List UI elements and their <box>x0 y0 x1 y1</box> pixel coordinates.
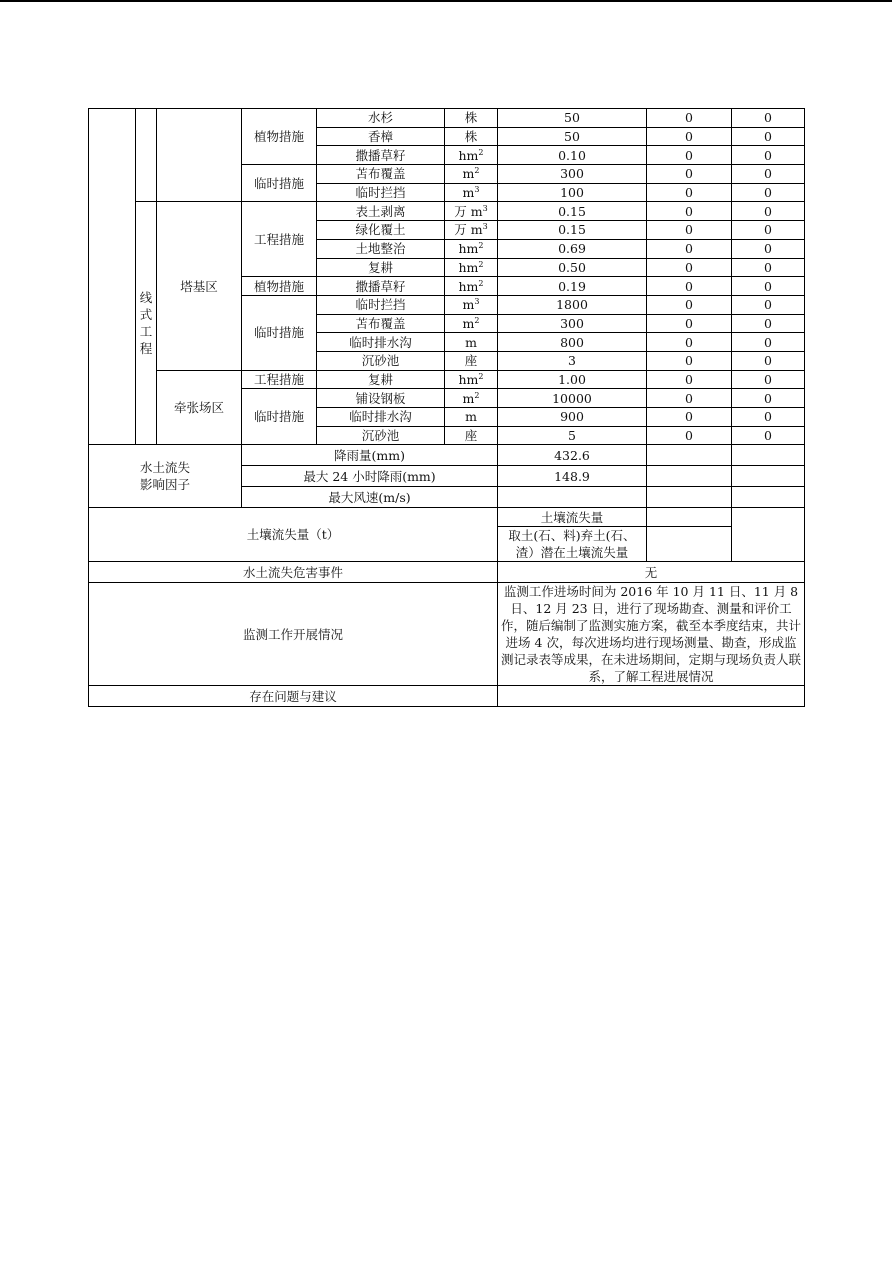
measure-name: 表土剥离 <box>317 202 445 221</box>
soil-loss-row <box>89 508 805 527</box>
measure-type-cell: 植物措施 <box>242 109 317 165</box>
measure-name: 撒播草籽 <box>317 146 445 165</box>
measure-planned: 0.15 <box>498 221 647 240</box>
measure-value-2: 0 <box>732 165 805 184</box>
measure-value-1: 0 <box>647 389 732 408</box>
max24-extra-1 <box>647 466 732 487</box>
measure-unit: 万 $m^3$ <box>445 202 498 221</box>
measure-value-1: 0 <box>647 351 732 370</box>
measure-value-2: 0 <box>732 295 805 314</box>
measure-value-1: 0 <box>647 146 732 165</box>
measure-value-2: 0 <box>732 333 805 352</box>
table-row <box>89 370 805 389</box>
soil-loss-sub1-value <box>647 508 732 527</box>
measure-planned: 300 <box>498 165 647 184</box>
measure-unit: 万 $m^3$ <box>445 221 498 240</box>
measure-unit: m <box>445 333 498 352</box>
wind-label: 最大风速(m/s) <box>242 487 498 508</box>
soil-loss-extra <box>732 508 805 562</box>
measure-unit: 座 <box>445 426 498 445</box>
measure-name: 临时排水沟 <box>317 333 445 352</box>
measure-name: 撒播草籽 <box>317 277 445 296</box>
measure-value-1: 0 <box>647 408 732 427</box>
measure-unit: $m^3$ <box>445 295 498 314</box>
measure-name: 香樟 <box>317 127 445 146</box>
measure-planned: 300 <box>498 314 647 333</box>
measure-planned: 10000 <box>498 389 647 408</box>
measure-value-1: 0 <box>647 165 732 184</box>
measure-planned: 0.69 <box>498 239 647 258</box>
measure-value-1: 0 <box>647 239 732 258</box>
measure-value-2: 0 <box>732 127 805 146</box>
issues-value <box>498 686 805 707</box>
stringing-area-label: 牵张场区 <box>157 370 242 445</box>
measure-type-cell: 植物措施 <box>242 277 317 296</box>
measure-planned: 50 <box>498 109 647 128</box>
measure-value-2: 0 <box>732 277 805 296</box>
max24-extra-2 <box>732 466 805 487</box>
measure-value-2: 0 <box>732 239 805 258</box>
page-top-rule <box>0 0 892 2</box>
measure-type-cell: 临时措施 <box>242 295 317 370</box>
rainfall-extra-1 <box>647 445 732 466</box>
issues-label: 存在问题与建议 <box>89 686 498 707</box>
measure-name: 水杉 <box>317 109 445 128</box>
measure-planned: 900 <box>498 408 647 427</box>
measure-unit: $m^2$ <box>445 165 498 184</box>
measure-value-1: 0 <box>647 370 732 389</box>
soil-loss-label: 土壤流失量（t） <box>89 508 498 562</box>
measure-planned: 800 <box>498 333 647 352</box>
measure-unit: $hm^2$ <box>445 146 498 165</box>
measure-value-1: 0 <box>647 277 732 296</box>
tower-area-label: 塔基区 <box>157 202 242 370</box>
outer-blank-cell <box>89 109 136 445</box>
measure-value-1: 0 <box>647 295 732 314</box>
measure-value-2: 0 <box>732 109 805 128</box>
factor-label: 水土流失 影响因子 <box>89 445 242 508</box>
measure-value-2: 0 <box>732 183 805 202</box>
wind-extra-1 <box>647 487 732 508</box>
rainfall-label: 降雨量(mm) <box>242 445 498 466</box>
measure-value-1: 0 <box>647 258 732 277</box>
measure-value-1: 0 <box>647 127 732 146</box>
measure-unit: $m^2$ <box>445 314 498 333</box>
measure-planned: 0.15 <box>498 202 647 221</box>
measure-name: 苫布覆盖 <box>317 165 445 184</box>
monitoring-label: 监测工作开展情况 <box>89 583 498 686</box>
rainfall-extra-2 <box>732 445 805 466</box>
measure-unit: 株 <box>445 109 498 128</box>
area-blank-cell <box>157 109 242 202</box>
measure-unit: 株 <box>445 127 498 146</box>
monitoring-text: 监测工作进场时间为 2016 年 10 月 11 日、11 月 8 日、12 月 23 日，进行了现场勘查、测量和评价工作，随后编制了监测实施方案，截至本季度结束，共计进场 4 次，每次进场均进行现场测量、勘查，形成监测记录表等成果，在未进场期间，定期与现场负责人联系，了解工程进展情况 <box>498 583 805 686</box>
wind-value <box>498 487 647 508</box>
measure-value-2: 0 <box>732 202 805 221</box>
measure-value-2: 0 <box>732 351 805 370</box>
measure-value-2: 0 <box>732 146 805 165</box>
measure-value-1: 0 <box>647 221 732 240</box>
measure-name: 沉砂池 <box>317 426 445 445</box>
measure-planned: 50 <box>498 127 647 146</box>
table-row <box>89 202 805 221</box>
measure-value-2: 0 <box>732 370 805 389</box>
measure-unit: $m^3$ <box>445 183 498 202</box>
measure-unit: $hm^2$ <box>445 277 498 296</box>
measure-planned: 0.50 <box>498 258 647 277</box>
wind-extra-2 <box>732 487 805 508</box>
measure-name: 临时拦挡 <box>317 295 445 314</box>
measure-value-2: 0 <box>732 221 805 240</box>
measure-value-2: 0 <box>732 426 805 445</box>
measure-planned: 0.19 <box>498 277 647 296</box>
measure-planned: 3 <box>498 351 647 370</box>
measure-name: 复耕 <box>317 258 445 277</box>
measure-type-cell: 工程措施 <box>242 370 317 389</box>
measure-value-2: 0 <box>732 258 805 277</box>
measure-value-2: 0 <box>732 314 805 333</box>
line-project-label: 线式工程 <box>136 202 157 445</box>
max24-value: 148.9 <box>498 466 647 487</box>
measure-planned: 5 <box>498 426 647 445</box>
soil-loss-sub2-value <box>647 527 732 562</box>
table-row <box>89 109 805 128</box>
measure-planned: 1800 <box>498 295 647 314</box>
measure-unit: 座 <box>445 351 498 370</box>
measure-unit: $hm^2$ <box>445 239 498 258</box>
factor-row <box>89 445 805 466</box>
measure-unit: $hm^2$ <box>445 370 498 389</box>
measure-unit: $hm^2$ <box>445 258 498 277</box>
measure-planned: 0.10 <box>498 146 647 165</box>
measure-name: 沉砂池 <box>317 351 445 370</box>
measure-type-cell: 临时措施 <box>242 389 317 445</box>
measure-value-2: 0 <box>732 389 805 408</box>
hazard-label: 水土流失危害事件 <box>89 562 498 583</box>
measure-value-1: 0 <box>647 183 732 202</box>
measure-name: 土地整治 <box>317 239 445 258</box>
hazard-value: 无 <box>498 562 805 583</box>
measure-value-1: 0 <box>647 426 732 445</box>
measure-type-cell: 临时措施 <box>242 165 317 202</box>
measure-name: 绿化覆土 <box>317 221 445 240</box>
measure-name: 临时拦挡 <box>317 183 445 202</box>
soil-loss-sub1: 土壤流失量 <box>498 508 647 527</box>
monitoring-row <box>89 583 805 686</box>
measure-unit: $m^2$ <box>445 389 498 408</box>
issues-row <box>89 686 805 707</box>
measure-name: 苫布覆盖 <box>317 314 445 333</box>
measure-unit: m <box>445 408 498 427</box>
measure-planned: 100 <box>498 183 647 202</box>
max24-label: 最大 24 小时降雨(mm) <box>242 466 498 487</box>
measure-value-1: 0 <box>647 314 732 333</box>
measure-name: 临时排水沟 <box>317 408 445 427</box>
measure-value-1: 0 <box>647 333 732 352</box>
rainfall-value: 432.6 <box>498 445 647 466</box>
measure-planned: 1.00 <box>498 370 647 389</box>
measure-type-cell: 工程措施 <box>242 202 317 277</box>
monitoring-table <box>88 108 805 707</box>
measure-value-1: 0 <box>647 202 732 221</box>
hazard-row <box>89 562 805 583</box>
measure-value-2: 0 <box>732 408 805 427</box>
sub-blank-cell <box>136 109 157 202</box>
measure-name: 复耕 <box>317 370 445 389</box>
soil-loss-sub2: 取土(石、料)弃土(石、渣）潜在土壤流失量 <box>498 527 647 562</box>
measure-value-1: 0 <box>647 109 732 128</box>
measure-name: 铺设钢板 <box>317 389 445 408</box>
